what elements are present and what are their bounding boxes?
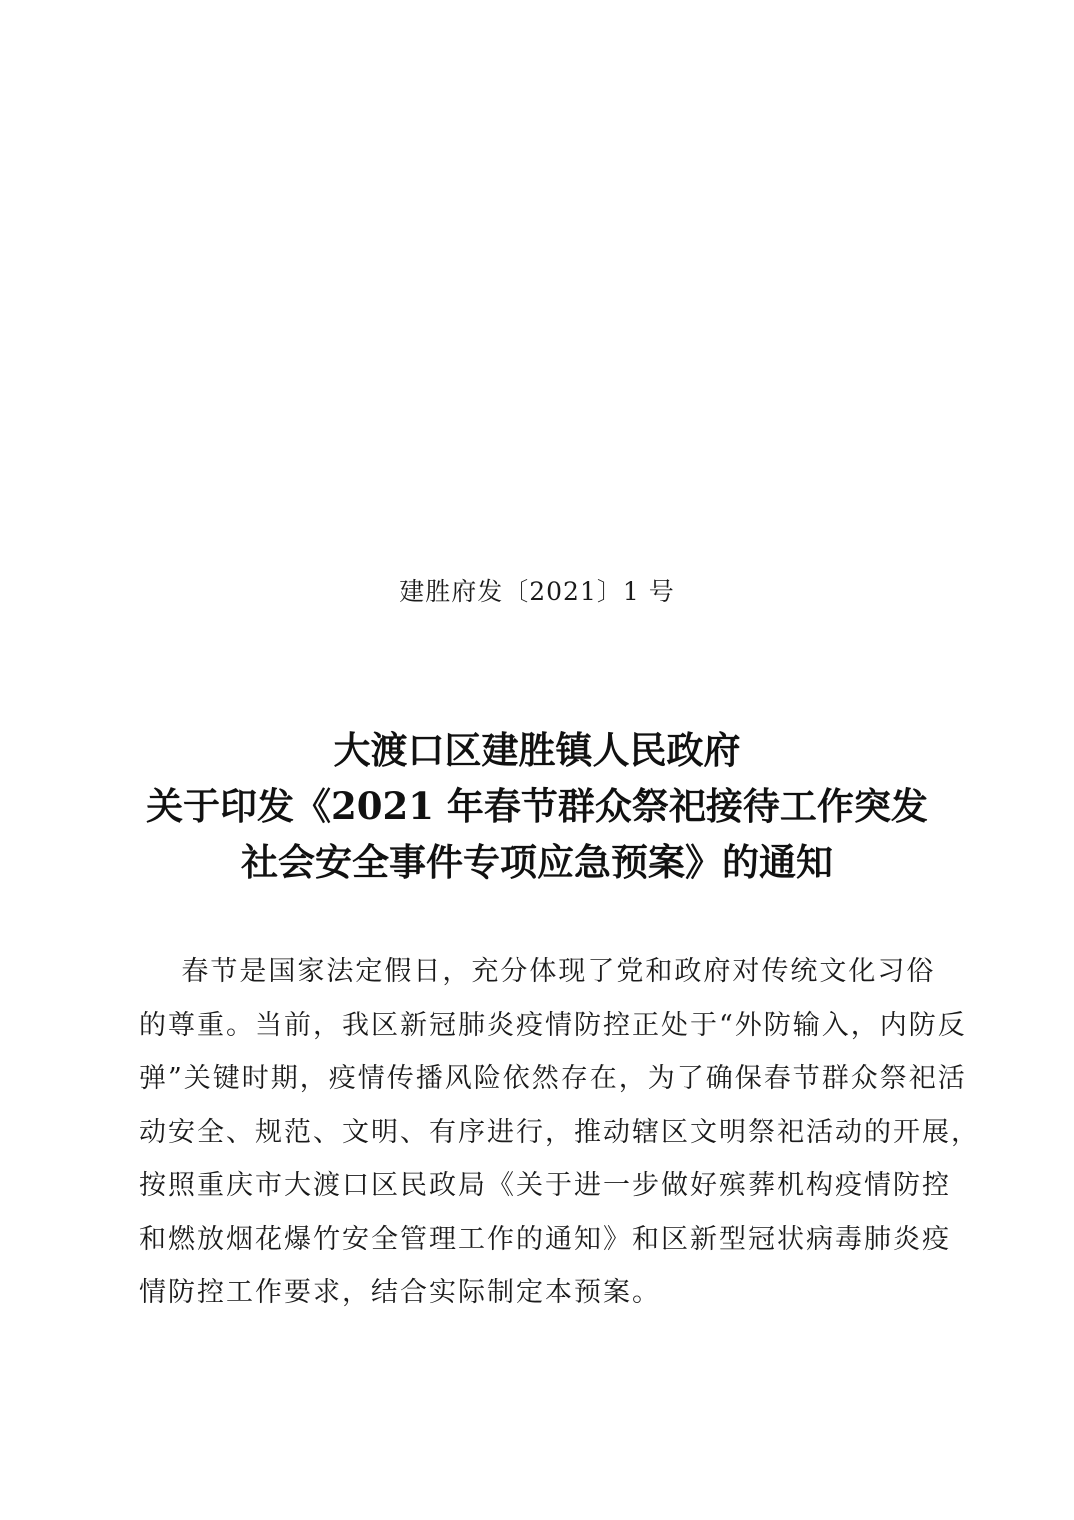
body-line: 的尊重。当前，我区新冠肺炎疫情防控正处于“外防输入，内防反	[139, 1009, 967, 1041]
title-line-3: 社会安全事件专项应急预案》的通知	[241, 840, 833, 884]
document-body	[139, 945, 980, 1320]
document-title	[100, 722, 974, 890]
body-line: 情防控工作要求，结合实际制定本预案。	[139, 1277, 661, 1308]
document-number: 建胜府发〔2021〕1 号	[399, 577, 675, 606]
body-line: 按照重庆市大渡口区民政局《关于进一步做好殡葬机构疫情防控	[139, 1170, 951, 1201]
body-line: 动安全、规范、文明、有序进行，推动辖区文明祭祀活动的开展，	[139, 1116, 980, 1148]
body-line: 春节是国家法定假日，充分体现了党和政府对传统文化习俗	[139, 956, 936, 987]
body-line: 和燃放烟花爆竹安全管理工作的通知》和区新型冠状病毒肺炎疫	[139, 1223, 951, 1255]
title-line-1: 大渡口区建胜镇人民政府	[333, 728, 741, 772]
body-line: 弹”关键时期，疫情传播风险依然存在，为了确保春节群众祭祀活	[139, 1063, 967, 1094]
title-line-2: 关于印发《2021 年春节群众祭祀接待工作突发	[146, 784, 928, 828]
